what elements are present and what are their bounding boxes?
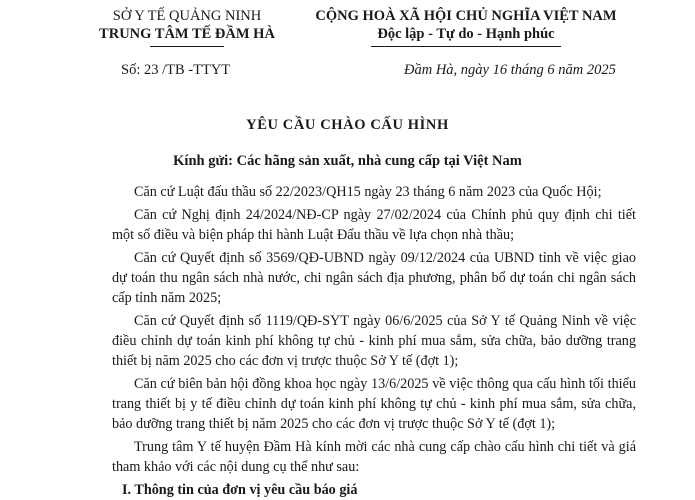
document-number: Số: 23 /TB -TTYT: [121, 62, 231, 78]
motto-underline: [371, 46, 561, 47]
section-heading: I. Thông tin của đơn vị yêu cầu báo giá: [122, 482, 358, 498]
parent-agency: SỞ Y TẾ QUẢNG NINH: [112, 8, 262, 24]
national-motto-block: [298, 7, 634, 43]
issuing-agency: TRUNG TÂM TẾ ĐẦM HÀ: [99, 26, 275, 42]
document-date: Đầm Hà, ngày 16 tháng 6 năm 2025: [404, 62, 616, 78]
paragraph: Trung tâm Y tế huyện Đầm Hà kính mời các nhà cung cấp chào cấu hình chi tiết và giá tham khảo với các nội dung cụ thể như sau:: [112, 439, 636, 475]
paragraph: Căn cứ Quyết định số 1119/QĐ-SYT ngày 06/6/2025 của Sở Y tế Quảng Ninh về việc điều chỉnh dự toán kinh phí không tự chủ - kinh phí mua sắm, sửa chữa, bảo dưỡng trang thiết bị năm 2025 cho các đơn vị trược thuộc Sở Y tế (đợt 1);: [112, 313, 636, 369]
national-motto: Độc lập - Tự do - Hạnh phúc: [377, 26, 555, 42]
document-body: [112, 182, 636, 500]
paragraph: Căn cứ Luật đấu thầu số 22/2023/QH15 ngày 23 tháng 6 năm 2023 của Quốc Hội;: [134, 184, 602, 200]
paragraph: Căn cứ biên bản hội đồng khoa học ngày 13/6/2025 về việc thông qua cấu hình tối thiểu trang thiết bị y tế điều chỉnh dự toán kinh phí không tự chủ - kinh phí mua sắm, sửa chữa, bảo dưỡng trang thiết bị năm 2025 cho các đơn vị trược thuộc Sở Y tế (đợt 1);: [112, 376, 636, 432]
paragraph: Căn cứ Nghị định 24/2024/NĐ-CP ngày 27/02/2024 của Chính phủ quy định chi tiết một số điều và biện pháp thi hành Luật Đấu thầu về lựa chọn nhà thầu;: [112, 207, 636, 243]
agency-underline: [150, 46, 224, 47]
paragraph: Căn cứ Quyết định số 3569/QĐ-UBND ngày 09/12/2024 của UBND tỉnh về việc giao dự toán thu ngân sách nhà nước, chi ngân sách địa phương, phân bổ dự toán chi ngân sách cấp tỉnh năm 2025;: [112, 250, 636, 306]
issuing-agency-block: [82, 7, 292, 43]
national-title: CỘNG HOÀ XÃ HỘI CHỦ NGHĨA VIỆT NAM: [315, 8, 617, 24]
document-title: YÊU CẦU CHÀO CẤU HÌNH: [246, 117, 449, 133]
recipient-line: Kính gửi: Các hãng sản xuất, nhà cung cấp tại Việt Nam: [173, 153, 522, 169]
